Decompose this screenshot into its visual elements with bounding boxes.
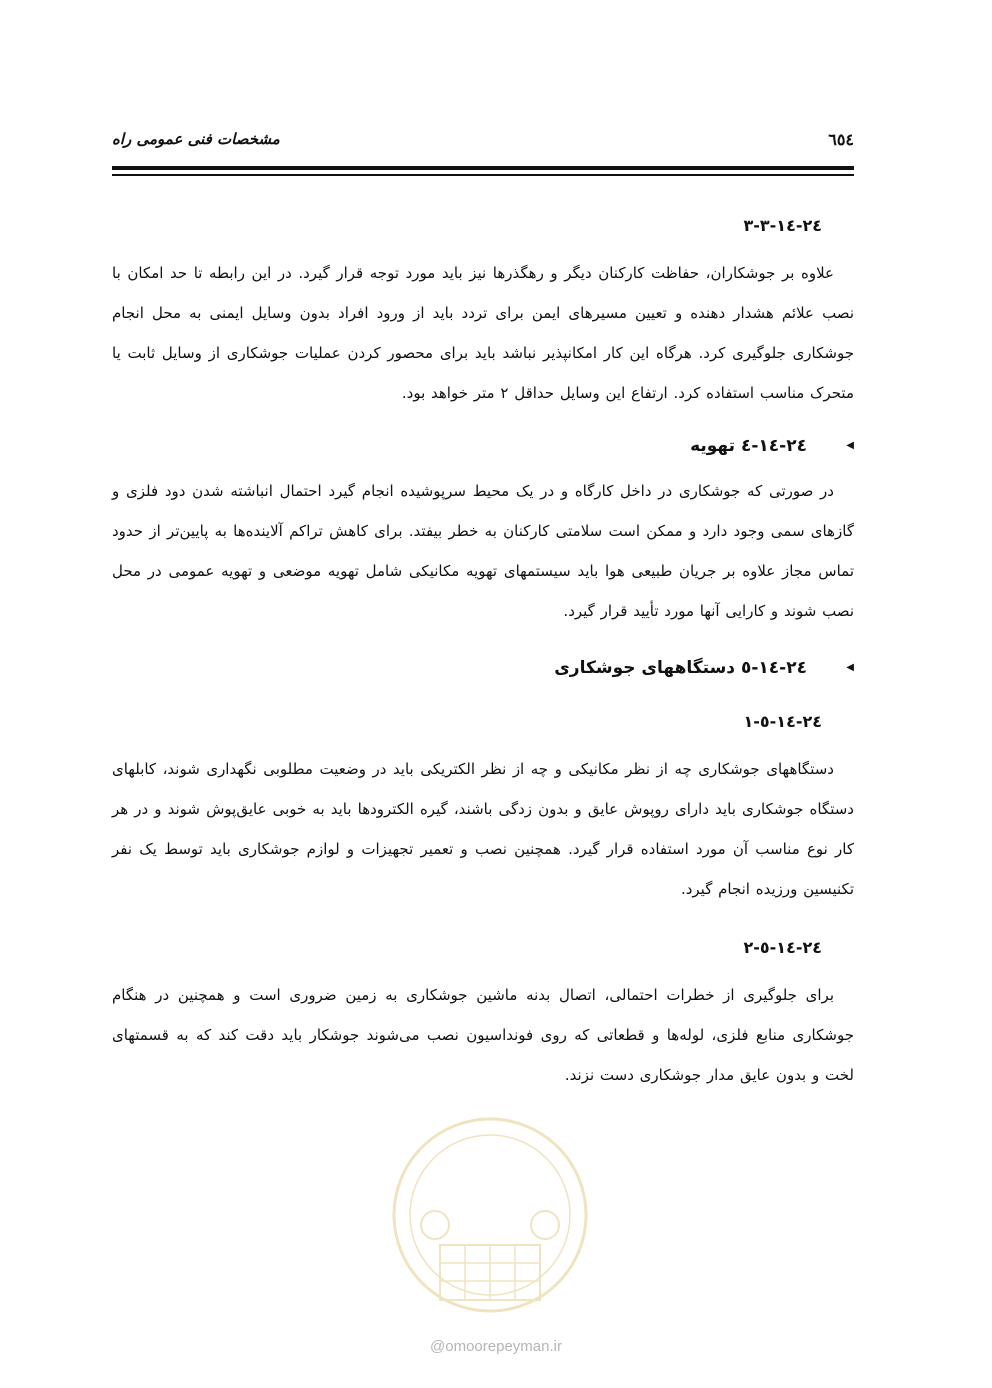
paragraph: علاوه بر جوشکاران، حفاظت کارکنان دیگر و رهگذرها نیز باید مورد توجه قرار گیرد. در این رابطه تا حد امکان با نصب علائم هشدار دهنده و تعیین مسیرهای ایمن برای تردد باید از ورود افراد بدون وسایل ایمنی به محل انجام جوشکاری جلوگیری کرد. هرگاه این کار امکانپذیر نباشد باید برای محصور کردن عملیات جوشکاری از وسایل ثابت یا متحرک مناسب استفاده کرد. ارتفاع این وسایل حداقل ۲ متر خواهد بود. [112,264,854,402]
page-number: ٦٥٤ [828,130,854,149]
header-rule-thick [112,166,854,170]
subsection-number: ٢٤-١٤-٣-٣ [743,216,822,235]
page-body [112,215,854,1095]
section-heading [112,433,854,459]
section-heading-text: ٢٤-١٤-٤ تهویه [690,436,807,456]
triangle-right-icon: ◀ [846,440,854,451]
section-heading [112,655,854,681]
watermark-url: @omoorepeyman.ir [430,1338,562,1355]
paragraph: در صورتی که جوشکاری در داخل کارگاه و در یک محیط سرپوشیده انجام گیرد احتمال انباشته شدن دود فلزی و گازهای سمی وجود دارد و ممکن است سلامتی کارکنان به خطر بیفتد. برای کاهش تراکم آلاینده‌ها به پایین‌تر از حدود تماس مجاز علاوه بر جریان طبیعی هوا باید سیستمهای تهویه مکانیکی شامل تهویه موضعی و تهویه عمومی در محل نصب شوند و کارایی آنها مورد تأیید قرار گیرد. [112,482,854,620]
page-header [112,130,854,160]
subsection-number: ٢٤-١٤-٥-٢ [743,938,822,957]
book-title: مشخصات فنی عمومی راه [112,130,280,148]
subsection-number: ٢٤-١٤-٥-١ [743,712,822,731]
header-rule-thin [112,174,854,176]
paragraph: برای جلوگیری از خطرات احتمالی، اتصال بدنه ماشین جوشکاری به زمین ضروری است و همچنین در هنگام جوشکاری منابع فلزی، لوله‌ها و قطعاتی که روی فونداسیون نصب می‌شوند جوشکار باید دقت کند که به قسمتهای لخت و بدون عایق مدار جوشکاری دست نزند. [112,986,854,1084]
triangle-right-icon: ◀ [846,662,854,673]
section-heading-text: ٢٤-١٤-٥ دستگاههای جوشکاری [554,658,807,678]
watermark-logo [380,1105,600,1325]
paragraph: دستگاههای جوشکاری چه از نظر مکانیکی و چه از نظر الکتریکی باید در وضعیت مطلوبی نگهداری شوند، کابلهای دستگاه جوشکاری باید دارای روپوش عایق و بدون زدگی باشند، گیره الکترودها باید به خوبی عایق‌پوش شوند و در هر کار نوع مناسب آن مورد استفاده قرار گیرد. همچنین نصب و تعمیر تجهیزات و لوازم جوشکاری باید توسط یک نفر تکنیسین ورزیده انجام گیرد. [112,760,854,898]
